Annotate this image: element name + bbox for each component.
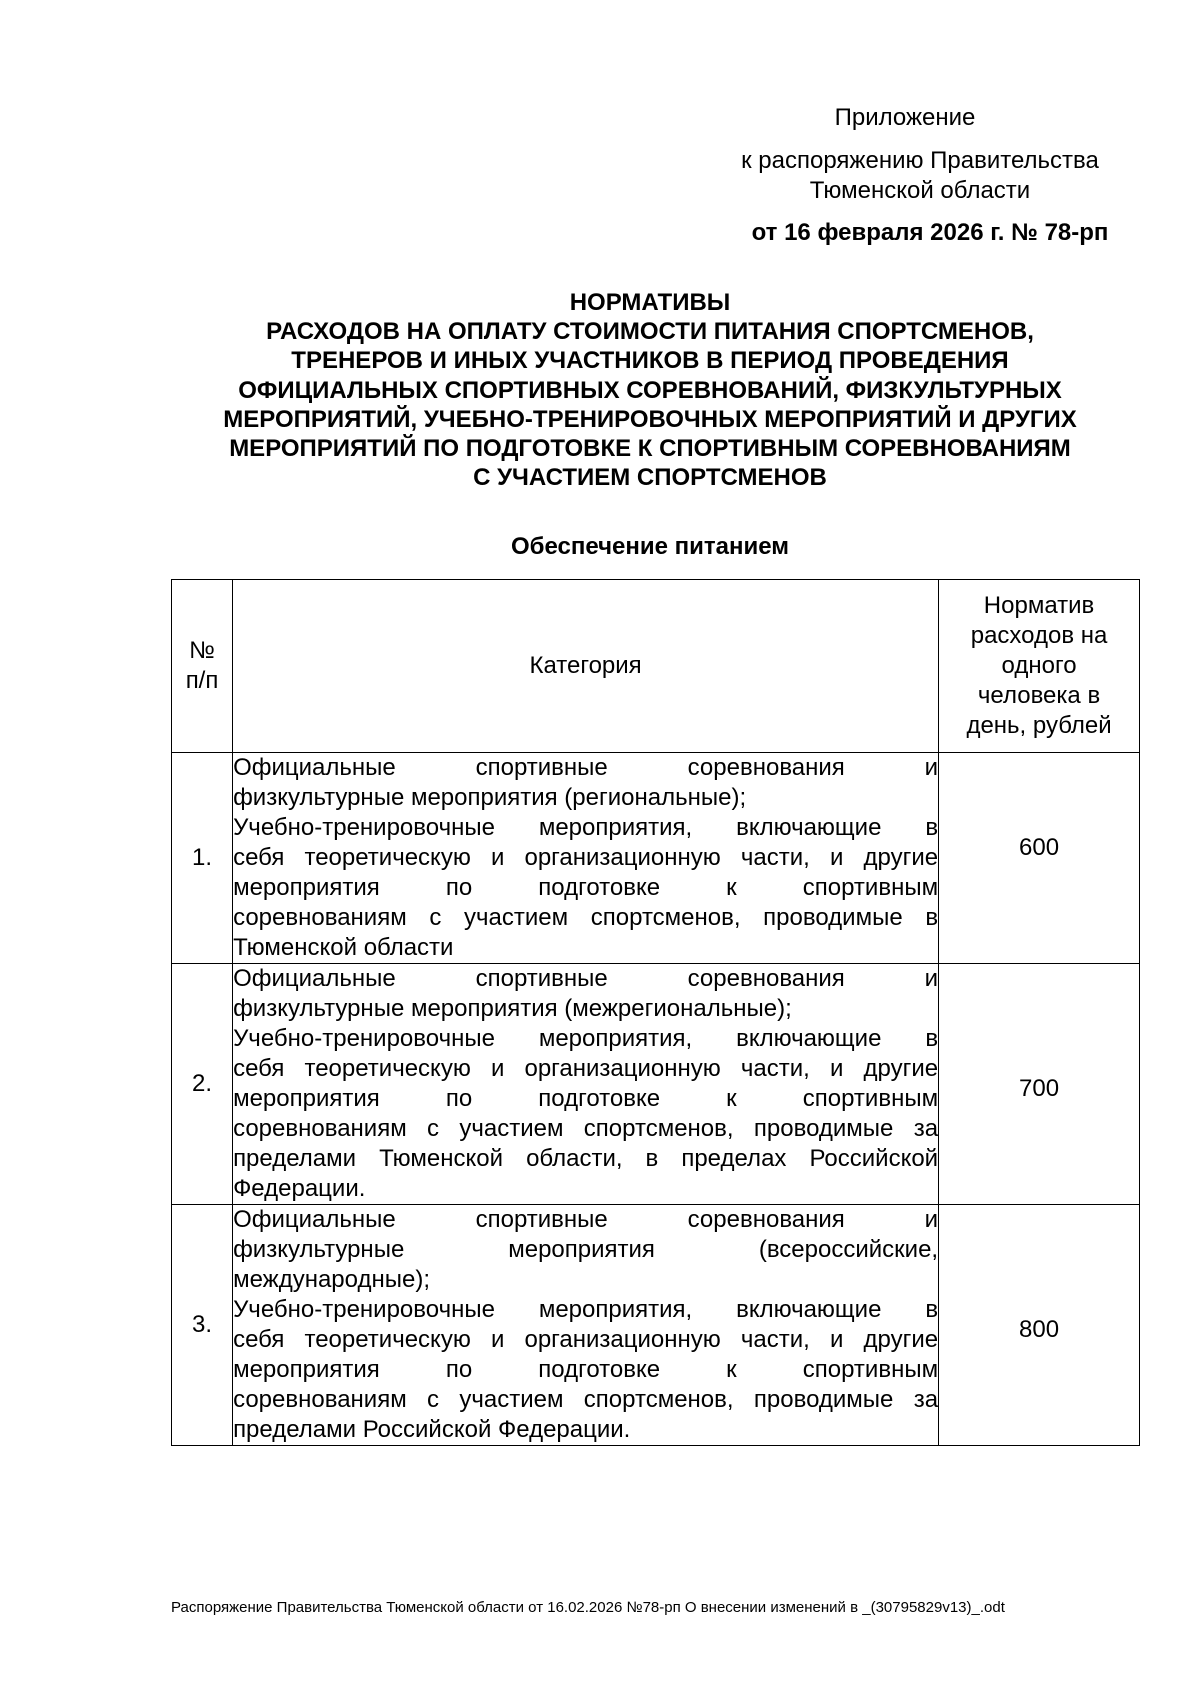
norms-table [171, 579, 1140, 1446]
row-category [233, 1205, 939, 1446]
category-line: физкультурные мероприятия (всероссийские, [233, 1236, 939, 1263]
title-line: МЕРОПРИЯТИЙ, УЧЕБНО-ТРЕНИРОВОЧНЫХ МЕРОПРИЯТИЙ И ДРУГИХ [223, 405, 1077, 433]
category-line: мероприятия по подготовке к спортивным [233, 1085, 939, 1112]
row-category [233, 964, 939, 1205]
category-line: Федерации. [233, 1175, 366, 1202]
category-line: мероприятия по подготовке к спортивным [233, 1356, 939, 1383]
row-norm-value: 600 [939, 753, 1140, 964]
category-line: Учебно-тренировочные мероприятия, включающие в [233, 814, 939, 841]
header-norm [939, 580, 1140, 753]
document-title [150, 288, 1150, 492]
category-line: Официальные спортивные соревнования и [233, 1206, 939, 1233]
row-norm-value: 700 [939, 964, 1140, 1205]
table-row [172, 1205, 1140, 1446]
category-line: Тюменской области [233, 934, 454, 961]
row-number: 3. [172, 1205, 233, 1446]
table-header-row [172, 580, 1140, 753]
title-line: С УЧАСТИЕМ СПОРТСМЕНОВ [473, 464, 827, 492]
appendix-date-number: от 16 февраля 2026 г. № 78-рп [751, 219, 1109, 246]
category-line: физкультурные мероприятия (межрегиональные); [233, 995, 792, 1022]
category-line: Учебно-тренировочные мероприятия, включающие в [233, 1296, 939, 1323]
category-line: мероприятия по подготовке к спортивным [233, 874, 939, 901]
title-line: ТРЕНЕРОВ И ИНЫХ УЧАСТНИКОВ В ПЕРИОД ПРОВЕДЕНИЯ [291, 347, 1009, 375]
row-norm-value: 800 [939, 1205, 1140, 1446]
header-norm-line: человека в [977, 682, 1101, 709]
appendix-region: Тюменской области [809, 177, 1031, 204]
header-norm-line: день, рублей [966, 712, 1112, 739]
appendix-to-order: к распоряжению Правительства [741, 147, 1099, 174]
appendix-title: Приложение [834, 104, 976, 131]
category-line: Официальные спортивные соревнования и [233, 754, 939, 781]
title-line: ОФИЦИАЛЬНЫХ СПОРТИВНЫХ СОРЕВНОВАНИЙ, ФИЗКУЛЬТУРНЫХ [238, 376, 1062, 404]
category-line: соревнованиям с участием спортсменов, проводимые в [233, 904, 939, 931]
row-number: 1. [172, 753, 233, 964]
title-line: МЕРОПРИЯТИЙ ПО ПОДГОТОВКЕ К СПОРТИВНЫМ СОРЕВНОВАНИЯМ [229, 435, 1071, 463]
category-line: себя теоретическую и организационную части, и другие [233, 1326, 939, 1353]
header-norm-line: расходов на [970, 622, 1108, 649]
table-row [172, 753, 1140, 964]
category-line: международные); [233, 1266, 430, 1293]
section-heading: Обеспечение питанием [510, 533, 790, 560]
title-line: РАСХОДОВ НА ОПЛАТУ СТОИМОСТИ ПИТАНИЯ СПОРТСМЕНОВ, [266, 318, 1034, 346]
category-line: Официальные спортивные соревнования и [233, 965, 939, 992]
header-num-line: № [189, 637, 215, 664]
category-line: Учебно-тренировочные мероприятия, включающие в [233, 1025, 939, 1052]
category-line: пределами Тюменской области, в пределах Российской [233, 1145, 939, 1172]
header-num [172, 580, 233, 753]
category-line: физкультурные мероприятия (региональные); [233, 784, 747, 811]
header-norm-line: одного [1001, 652, 1077, 679]
category-line: пределами Российской Федерации. [233, 1416, 631, 1443]
row-category [233, 753, 939, 964]
table-row [172, 964, 1140, 1205]
page-footer: Распоряжение Правительства Тюменской области от 16.02.2026 №78-рп О внесении изменений в _(30795829v13)_.odt [171, 1599, 1005, 1616]
category-line: себя теоретическую и организационную части, и другие [233, 844, 939, 871]
header-category: Категория [233, 580, 939, 753]
category-line: соревнованиям с участием спортсменов, проводимые за [233, 1386, 939, 1413]
header-norm-line: Норматив [983, 592, 1095, 619]
title-line: НОРМАТИВЫ [569, 289, 731, 316]
category-line: соревнованиям с участием спортсменов, проводимые за [233, 1115, 939, 1142]
header-num-line: п/п [185, 667, 219, 694]
row-number: 2. [172, 964, 233, 1205]
category-line: себя теоретическую и организационную части, и другие [233, 1055, 939, 1082]
